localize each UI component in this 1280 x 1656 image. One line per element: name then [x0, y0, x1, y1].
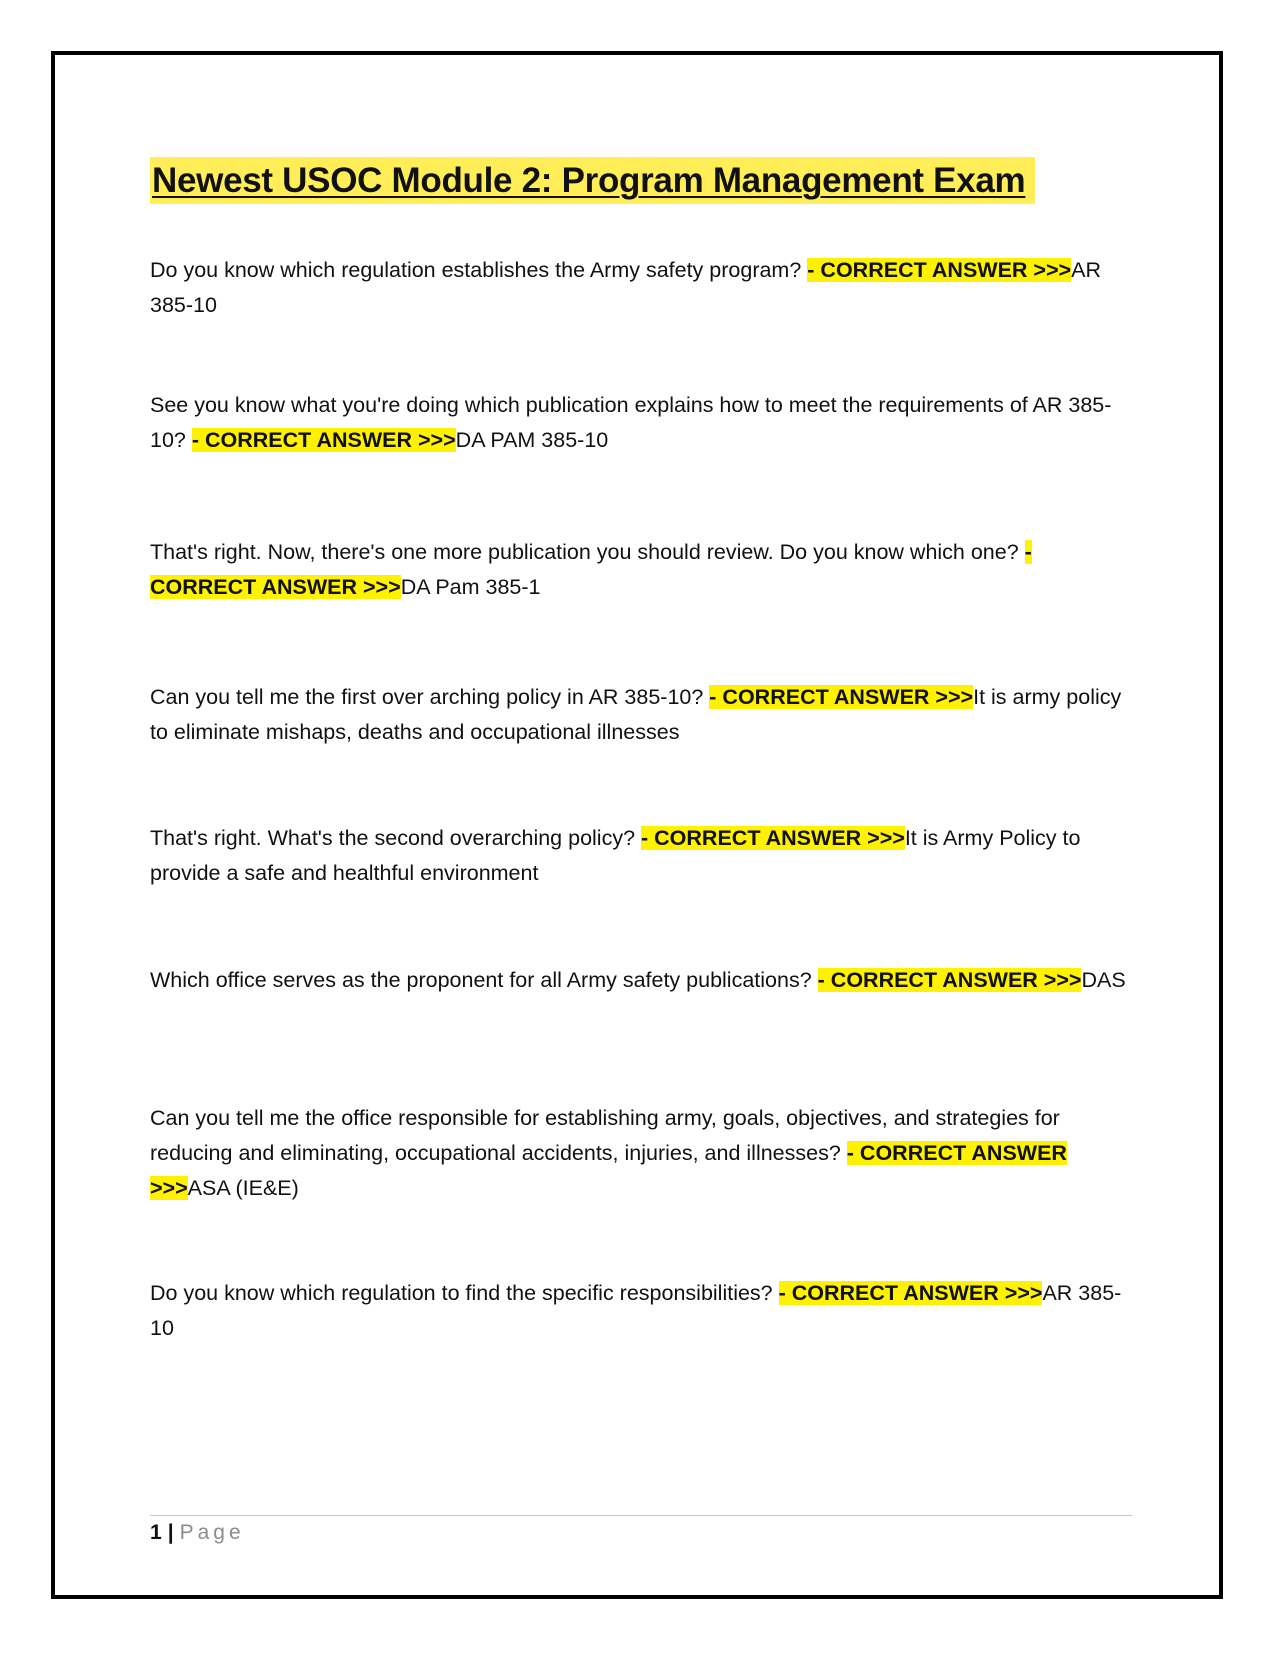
question-text: Do you know which regulation to find the specific responsibilities? — [150, 1281, 773, 1305]
answer-marker: - CORRECT ANSWER >>> — [709, 685, 974, 709]
question-text: Which office serves as the proponent for all Army safety publications? — [150, 968, 812, 992]
qa-item-2 — [150, 388, 1130, 458]
answer-text: ASA (IE&E) — [187, 1176, 299, 1200]
answer-text: DA Pam 385-1 — [400, 575, 541, 599]
answer-text: DA PAM 385-10 — [455, 428, 609, 452]
page-label: Page — [179, 1521, 245, 1544]
answer-text: AR 385-10 — [150, 1281, 1122, 1340]
question-text: Can you tell me the office responsible for establishing army, goals, objectives, and strategies for reducing and eliminating, occupational accidents, injuries, and illnesses? — [150, 1106, 1060, 1165]
answer-text: AR 385-10 — [150, 258, 1101, 317]
qa-item-3 — [150, 535, 1130, 605]
answer-text: DAS — [1081, 968, 1126, 992]
answer-marker: - CORRECT ANSWER >>> — [817, 968, 1082, 992]
answer-marker: - CORRECT ANSWER >>> — [641, 826, 905, 850]
footer-separator: | — [167, 1521, 174, 1544]
qa-item-8 — [150, 1276, 1130, 1346]
footer-divider — [150, 1515, 1132, 1516]
qa-item-1 — [150, 253, 1130, 323]
answer-marker: - CORRECT ANSWER >>> — [150, 540, 1032, 599]
page-title-text: Newest USOC Module 2: Program Management Exam — [150, 157, 1035, 204]
answer-marker: - CORRECT ANSWER >>> — [150, 1141, 1067, 1200]
question-text: Can you tell me the first over arching policy in AR 385-10? — [150, 685, 704, 709]
answer-marker: - CORRECT ANSWER >>> — [807, 258, 1072, 282]
page-title — [150, 155, 1130, 207]
question-text: Do you know which regulation establishes the Army safety program? — [150, 258, 802, 282]
answer-marker: - CORRECT ANSWER >>> — [778, 1281, 1043, 1305]
qa-item-5 — [150, 821, 1130, 891]
question-text: That's right. What's the second overarching policy? — [150, 826, 636, 850]
answer-text: It is army policy to eliminate mishaps, deaths and occupational illnesses — [150, 685, 1122, 744]
document-body — [150, 155, 1130, 1340]
question-text: See you know what you're doing which publication explains how to meet the requirements of AR 385-10? — [150, 393, 1112, 452]
qa-item-6 — [150, 963, 1130, 998]
qa-item-7 — [150, 1101, 1130, 1206]
question-text: That's right. Now, there's one more publication you should review. Do you know which one? — [150, 540, 1019, 564]
answer-text: It is Army Policy to provide a safe and healthful environment — [150, 826, 1081, 885]
page-number: 1 — [150, 1521, 162, 1544]
page-footer — [150, 1518, 245, 1548]
qa-item-4 — [150, 680, 1130, 750]
answer-marker: - CORRECT ANSWER >>> — [191, 428, 456, 452]
